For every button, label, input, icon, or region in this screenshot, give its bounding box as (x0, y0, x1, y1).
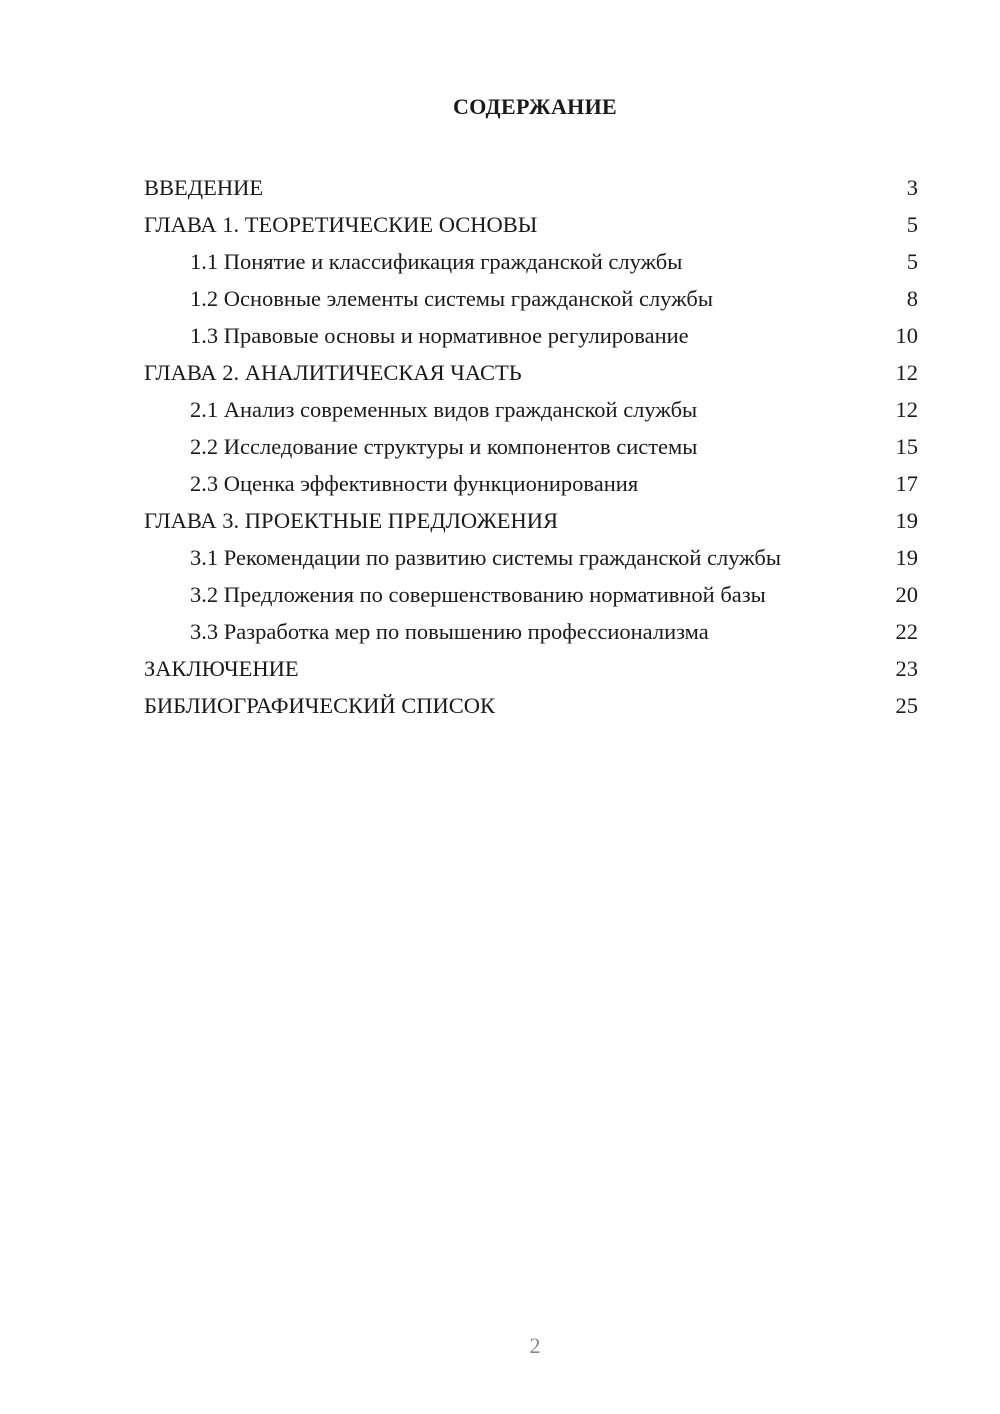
toc-entry-page: 19 (895, 508, 918, 533)
toc-entry-page: 23 (895, 656, 918, 681)
toc-entry-label: 3.1 Рекомендации по развитию системы гражданской службы (190, 545, 781, 570)
toc-entry-page: 5 (906, 212, 918, 237)
toc-entry-chapter-2[interactable] (144, 354, 918, 391)
toc-entry-section-1-2[interactable] (144, 280, 918, 317)
toc-entry-section-2-3[interactable] (144, 465, 918, 502)
toc-entry-label: 1.2 Основные элементы системы гражданской службы (190, 286, 713, 311)
toc-entry-page: 5 (906, 249, 918, 274)
toc-entry-section-2-2[interactable] (144, 428, 918, 465)
toc-entry-conclusion[interactable] (144, 650, 918, 687)
toc-entry-label: 2.2 Исследование структуры и компонентов системы (190, 434, 698, 459)
toc-entry-section-1-1[interactable] (144, 243, 918, 280)
toc-entry-page: 12 (895, 360, 918, 385)
toc-entry-label: БИБЛИОГРАФИЧЕСКИЙ СПИСОК (144, 693, 496, 718)
toc-entry-label: ГЛАВА 1. ТЕОРЕТИЧЕСКИЕ ОСНОВЫ (144, 212, 538, 237)
toc-entry-bibliography[interactable] (144, 687, 918, 724)
toc-entry-label: 3.2 Предложения по совершенствованию нормативной базы (190, 582, 766, 607)
toc-entry-label: 2.1 Анализ современных видов гражданской службы (190, 397, 698, 422)
page-title: СОДЕРЖАНИЕ (453, 94, 617, 119)
toc-entry-page: 12 (895, 397, 918, 422)
toc-entry-page: 8 (906, 286, 918, 311)
table-of-contents (144, 169, 918, 724)
toc-entry-label: ВВЕДЕНИЕ (144, 175, 264, 200)
toc-entry-page: 22 (895, 619, 918, 644)
toc-entry-section-3-1[interactable] (144, 539, 918, 576)
toc-entry-section-3-3[interactable] (144, 613, 918, 650)
toc-entry-label: 2.3 Оценка эффективности функционирования (190, 471, 639, 496)
toc-entry-label: ГЛАВА 2. АНАЛИТИЧЕСКАЯ ЧАСТЬ (144, 360, 522, 385)
toc-entry-label: 1.3 Правовые основы и нормативное регулирование (190, 323, 689, 348)
toc-entry-section-3-2[interactable] (144, 576, 918, 613)
toc-entry-page: 15 (895, 434, 918, 459)
toc-entry-page: 19 (895, 545, 918, 570)
toc-entry-chapter-3[interactable] (144, 502, 918, 539)
toc-entry-page: 20 (895, 582, 918, 607)
toc-entry-label: 1.1 Понятие и классификация гражданской службы (190, 249, 683, 274)
toc-entry-label: ГЛАВА 3. ПРОЕКТНЫЕ ПРЕДЛОЖЕНИЯ (144, 508, 559, 533)
toc-entry-page: 25 (895, 693, 918, 718)
toc-entry-page: 10 (895, 323, 918, 348)
toc-entry-introduction[interactable] (144, 169, 918, 206)
toc-entry-page: 3 (906, 175, 918, 200)
toc-entry-label: 3.3 Разработка мер по повышению профессионализма (190, 619, 709, 644)
page-number: 2 (529, 1333, 541, 1358)
toc-entry-section-1-3[interactable] (144, 317, 918, 354)
toc-entry-page: 17 (895, 471, 918, 496)
toc-entry-label: ЗАКЛЮЧЕНИЕ (144, 656, 299, 681)
toc-entry-section-2-1[interactable] (144, 391, 918, 428)
toc-entry-chapter-1[interactable] (144, 206, 918, 243)
